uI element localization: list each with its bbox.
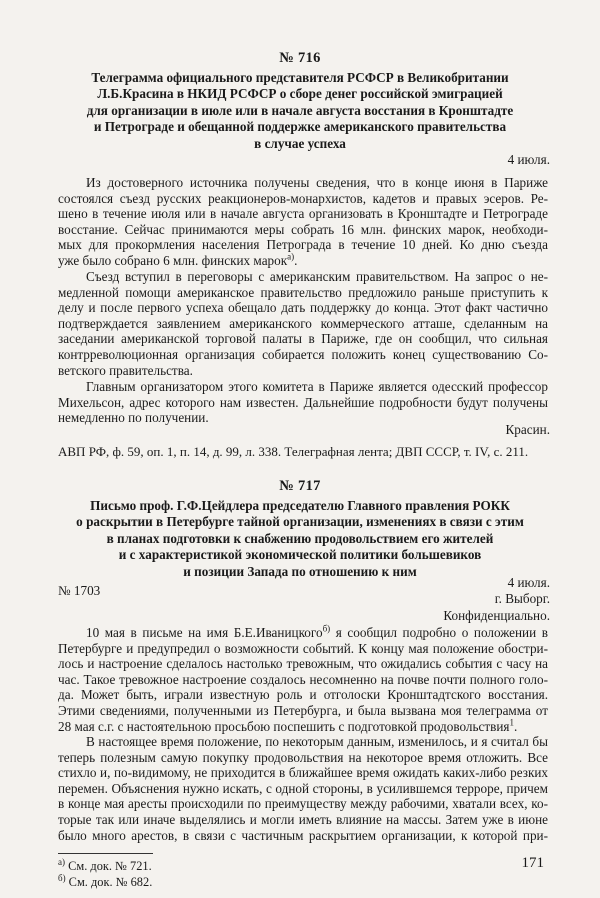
footnote-text: См. док. № 682. xyxy=(65,875,153,889)
text-line: Главным организатором этого комитета в Париже является одесский профессор xyxy=(86,379,548,394)
text-span: уже было собрано 6 млн. финских марок xyxy=(58,252,288,268)
doc717-title-line: о раскрытии в Петербурге тайной организации, изменениях в связи с этим xyxy=(76,514,524,530)
footnote-ref: а) xyxy=(287,251,295,262)
doc717-title-line: и с характеристикой экономической политики большевиков xyxy=(118,547,482,563)
text-line: мых для прокормления населения Петрограда в течение 10 дней. Ко дню съезда xyxy=(58,237,548,253)
doc716-title-line: в случае успеха xyxy=(254,135,346,151)
text-line: Михельсон, адрес которого нам известен. Дальнейшие подробности будут получены xyxy=(58,394,548,410)
text-line: заседании американской торговой палаты в Париже, где он сообщил, что сильная xyxy=(58,331,548,347)
doc716-title xyxy=(58,70,542,152)
footnote-divider xyxy=(58,853,153,854)
text-line: лось и настроение сделалось настолько тревожным, что ожидались события с часу на xyxy=(58,656,548,672)
doc717-reg-number: № 1703 xyxy=(58,583,101,598)
text-line: было много арестов, в связи с частичным раскрытием организации, к которой при- xyxy=(58,827,548,843)
doc716-title-line: Л.Б.Красина в НКИД РСФСР о сборе денег российской эмиграцией xyxy=(97,86,503,102)
doc716-paragraph-2 xyxy=(58,269,548,378)
text-span: . xyxy=(294,252,298,268)
text-line: подтверждается заявлением американского коммерческого атташе, сделанным на xyxy=(58,315,548,331)
doc717-title-line: Письмо проф. Г.Ф.Цейдлера председателю Главного правления РОКК xyxy=(90,498,510,513)
doc717-title-line: в планах подготовки к снабжению продовольствием его жителей xyxy=(106,530,494,546)
text-span: 10 мая в письме на имя Б.Е.Иваницкого xyxy=(86,625,323,640)
doc716-title-line: Телеграмма официального представителя РСФСР в Великобритании xyxy=(91,70,509,85)
text-line: да. Может быть, играли известную роль и отголоски Кронштадтского восстания. xyxy=(58,687,548,703)
footnote-text: См. док. № 721. xyxy=(65,859,152,873)
text-span: я сообщил подробно о положении в xyxy=(330,625,548,640)
doc717-number: № 717 xyxy=(279,478,321,494)
footnote-ref: 1 xyxy=(509,717,514,728)
text-line: час. Такое тревожное настроение создалось несомненно на почве почти полного голо- xyxy=(58,671,548,687)
footnote-mark: а) xyxy=(58,856,65,867)
text-span: . xyxy=(513,718,518,734)
text-line: в конце мая аресты происходили по преимуществу между рабочими, хватали всех, ко- xyxy=(58,796,548,812)
doc717-date: 4 июля. xyxy=(507,575,550,590)
text-line: Из достоверного источника получены сведения, что в конце июня в Париже xyxy=(86,175,548,190)
text-line: Петербурге и предупредил о возможности событий. К концу мая положение обостри- xyxy=(58,640,548,656)
doc716-paragraph-1 xyxy=(58,175,548,269)
text-line: восстание. Сейчас принимаются меры собрать 16 млн. финских марок, необходи- xyxy=(58,221,548,237)
doc717-title xyxy=(58,498,542,580)
text-line: теперь полезным самую покупку продовольствия на некоторое время отложить. Все xyxy=(58,749,548,765)
doc716-signature: Красин. xyxy=(505,422,550,437)
doc717-paragraph-2 xyxy=(58,734,548,843)
text-line xyxy=(58,625,548,641)
text-line xyxy=(58,719,548,735)
footnote-mark: б) xyxy=(58,872,66,883)
text-line: В настоящее время положение, по некоторым данным, изменилось, и я считал бы xyxy=(86,734,548,749)
doc716-number: № 716 xyxy=(279,50,321,66)
text-line: шено в течение июля или в начале августа организовать в Кронштадте и Петрограде xyxy=(58,206,548,222)
doc716-paragraph-3 xyxy=(58,379,548,426)
text-line: Этими сведениями, полученными из Петербурга, и была вызвана моя телеграмма от xyxy=(58,702,548,718)
text-line: ветского правительства. xyxy=(58,362,193,378)
doc716-date: 4 июля. xyxy=(507,152,550,167)
footnote xyxy=(58,858,152,874)
text-line: контрреволюционная организация собирается положить конец существованию Со- xyxy=(58,346,548,362)
text-line xyxy=(58,253,548,269)
text-span: 28 мая с.г. с настоятельною просьбою поспешить с подготовкой продовольствия xyxy=(58,718,510,734)
footnote xyxy=(58,874,152,890)
doc717-title-line: и позиции Запада по отношению к ним xyxy=(183,563,417,579)
text-line: делу и после первого успеха обещало дать поддержку до конца. Этот факт частично xyxy=(58,300,548,316)
text-line: перемен. Объяснения нужно искать, с одной стороны, в усилившемся терроре, причем xyxy=(58,780,548,796)
footnote-ref: б) xyxy=(322,623,331,634)
doc716-title-line: и Петрограде и обещанной поддержке американского правительства xyxy=(93,119,507,135)
doc717-classification: Конфиденциально. xyxy=(443,607,550,623)
text-line: торые так или иначе выделялись и могли иметь влияние на массы. Затем уже в июне xyxy=(58,811,548,827)
page-number: 171 xyxy=(521,855,544,871)
doc717-place: г. Выборг. xyxy=(494,591,550,607)
doc717-dateline xyxy=(443,575,550,624)
text-line: стихло и, по-видимому, не приходится в ближайшее время ожидать каких-либо резких xyxy=(58,765,548,781)
text-line: медленной помощи американское правительство предложило раньше приступить к xyxy=(58,284,548,300)
doc716-title-line: для организации в июле или в начале августа восстания в Кронштадте xyxy=(86,102,514,118)
doc716-source: АВП РФ, ф. 59, оп. 1, п. 14, д. 99, л. 338. Телеграфная лента; ДВП СССР, т. IV, с. 211. xyxy=(58,444,529,459)
text-line: Съезд вступил в переговоры с американским правительством. На запрос о не- xyxy=(86,269,548,284)
text-line: немедленно по получении. xyxy=(58,410,209,426)
doc717-paragraph-1 xyxy=(58,625,548,734)
text-line: состоялся съезд русских реакционеров-монархистов, кадетов и правых эсеров. Ре- xyxy=(58,190,548,206)
